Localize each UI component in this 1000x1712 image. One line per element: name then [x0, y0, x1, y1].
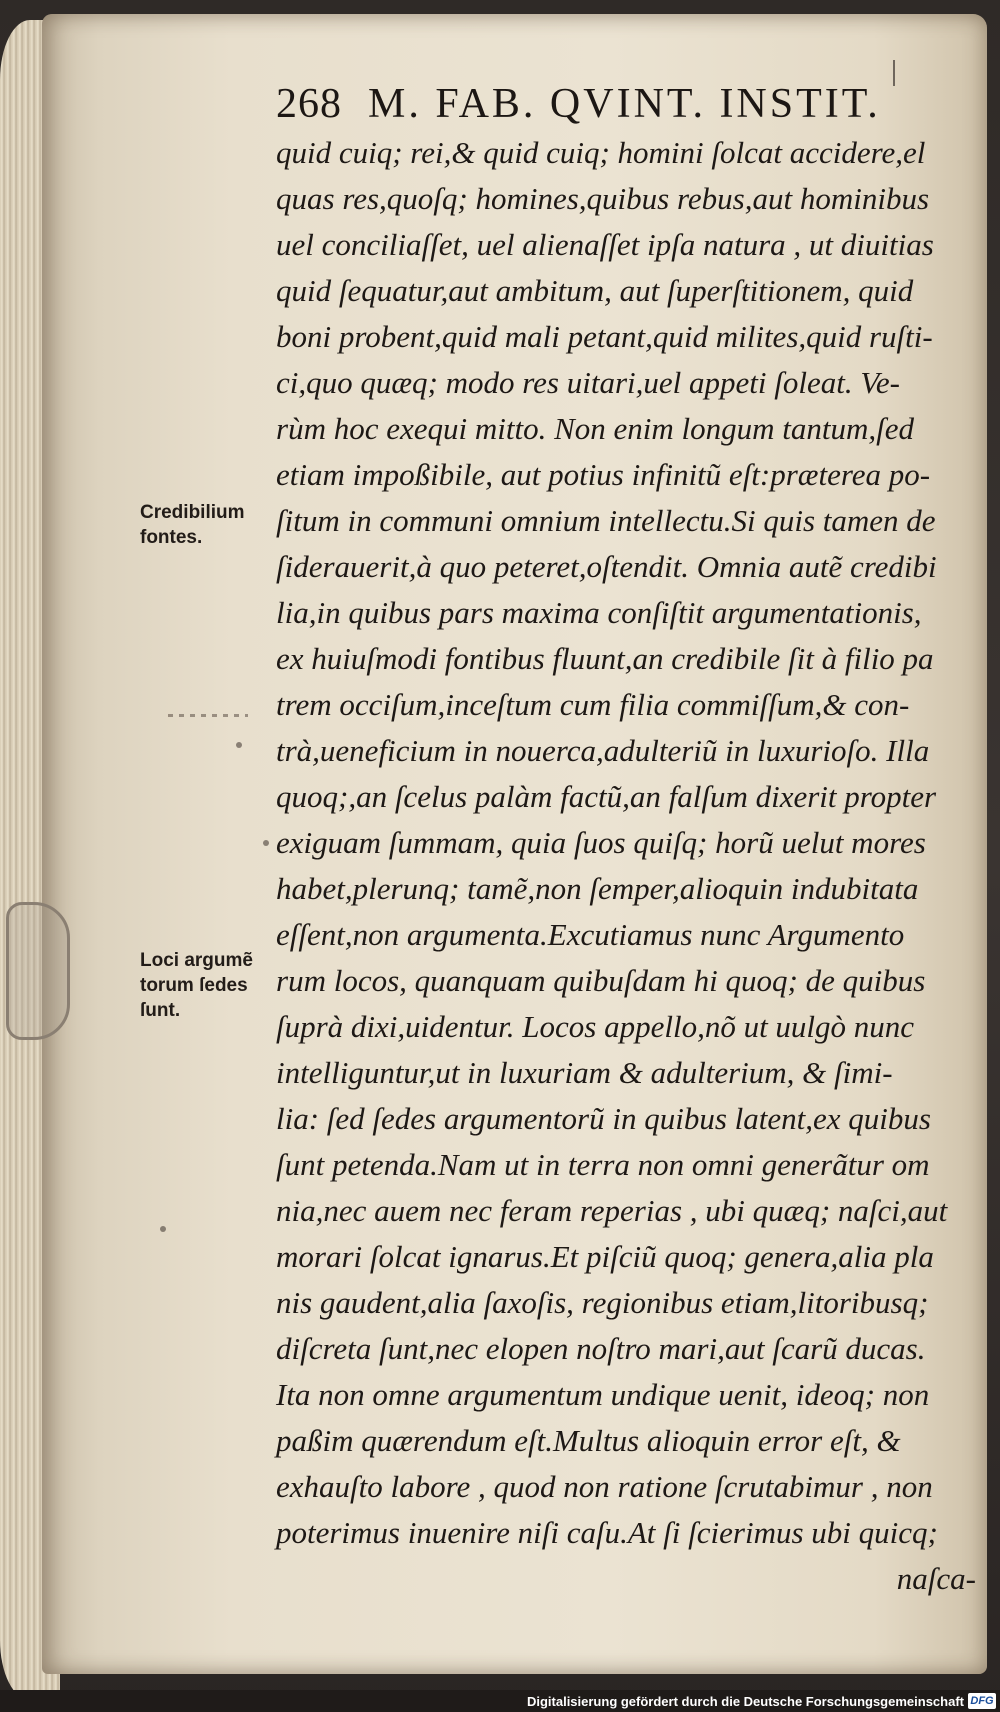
running-head	[276, 80, 916, 128]
margin-note-line: Loci argumẽ	[140, 950, 253, 971]
digitization-credit: Digitalisierung gefördert durch die Deutsche Forschungsgemeinschaft	[526, 1694, 964, 1709]
text-line: eſſent,non argumenta.Excutiamus nunc Argumento	[276, 917, 905, 952]
text-line: quid ſequatur,aut ambitum, aut ſuperſtitionem, quid	[276, 273, 914, 308]
text-line: diſcreta ſunt,nec elopen noſtro mari,aut ſcarũ ducas.	[276, 1331, 926, 1366]
text-line: trem occiſum,inceſtum cum filia commiſſum,& con-	[276, 687, 910, 722]
text-line: ſuprà dixi,uidentur. Locos appello,nõ ut uulgò nunc	[276, 1009, 915, 1044]
text-line: quoq;,an ſcelus palàm factũ,an falſum dixerit propter	[276, 779, 937, 814]
text-line: ſitum in communi omnium intellectu.Si quis tamen de	[276, 503, 936, 538]
margin-note-line: fontes.	[140, 527, 203, 548]
book-clasp	[6, 902, 70, 1040]
body-text	[276, 130, 996, 1602]
margin-note-loci	[140, 948, 290, 1023]
text-line: lia,in quibus pars maxima conſiſtit argumentationis,	[276, 595, 922, 630]
margin-note-line: ſunt.	[140, 1000, 181, 1021]
text-line: quas res,quoſq; homines,quibus rebus,aut hominibus	[276, 181, 930, 216]
text-line: ſunt petenda.Nam ut in terra non omni generãtur om	[276, 1147, 930, 1182]
margin-note-line: torum ſedes	[140, 975, 248, 996]
ink-dot	[160, 1226, 166, 1232]
ink-dot	[263, 840, 269, 846]
margin-note-line: Credibilium	[140, 502, 245, 523]
page-number: 268	[276, 81, 342, 127]
dfg-logo-text: DFG	[970, 1695, 994, 1707]
text-line: exhauſto labore , quod non ratione ſcrutabimur , non	[276, 1469, 933, 1504]
text-line: ci,quo quæq; modo res uitari,uel appeti ſoleat. Ve-	[276, 365, 900, 400]
ink-smudge	[168, 714, 248, 717]
text-line: rum locos, quanquam quibuſdam hi quoq; de quibus	[276, 963, 926, 998]
text-line: habet,plerunq; tamẽ,non ſemper,alioquin indubitata	[276, 871, 919, 906]
text-line: nia,nec auem nec feram reperias , ubi quæq; naſci,aut	[276, 1193, 948, 1228]
text-line: paßim quærendum eſt.Multus alioquin error eſt, &	[276, 1423, 901, 1458]
text-line: Ita non omne argumentum undique uenit, ideoq; non	[276, 1377, 930, 1412]
text-line: trà,ueneficium in nouerca,adulteriũ in luxurioſo. Illa	[276, 733, 930, 768]
text-line: nis gaudent,alia ſaxoſis, regionibus etiam,litoribusq;	[276, 1285, 929, 1320]
text-line: uel conciliaſſet, uel alienaſſet ipſa natura , ut diuitias	[276, 227, 934, 262]
text-line: etiam impoßibile, aut potius infinitũ eſt:præterea po-	[276, 457, 931, 492]
dfg-logo	[968, 1693, 996, 1709]
text-line: rùm hoc exequi mitto. Non enim longum tantum,ſed	[276, 411, 914, 446]
text-line: intelliguntur,ut in luxuriam & adulterium, & ſimi-	[276, 1055, 893, 1090]
running-title: M. FAB. QVINT. INSTIT.	[368, 81, 881, 127]
text-line: poterimus inuenire niſi caſu.At ſi ſcierimus ubi quicq;	[276, 1515, 938, 1550]
text-line: quid cuiq; rei,& quid cuiq; homini ſolcat accidere,el	[276, 135, 926, 170]
text-line: ſiderauerit,à quo peteret,oſtendit. Omnia autẽ credibi	[276, 549, 937, 584]
text-line: morari ſolcat ignarus.Et piſciũ quoq; genera,alia pla	[276, 1239, 934, 1274]
text-line: exiguam ſummam, quia ſuos quiſq; horũ uelut mores	[276, 825, 926, 860]
text-line: boni probent,quid mali petant,quid milites,quid ruſti-	[276, 319, 933, 354]
text-line: naſca-	[896, 1561, 976, 1596]
ink-dot	[236, 742, 242, 748]
margin-note-credibilium	[140, 500, 290, 550]
text-line: lia: ſed ſedes argumentorũ in quibus latent,ex quibus	[276, 1101, 931, 1136]
text-line: ex huiuſmodi fontibus fluunt,an credibile ſit à filio pa	[276, 641, 934, 676]
